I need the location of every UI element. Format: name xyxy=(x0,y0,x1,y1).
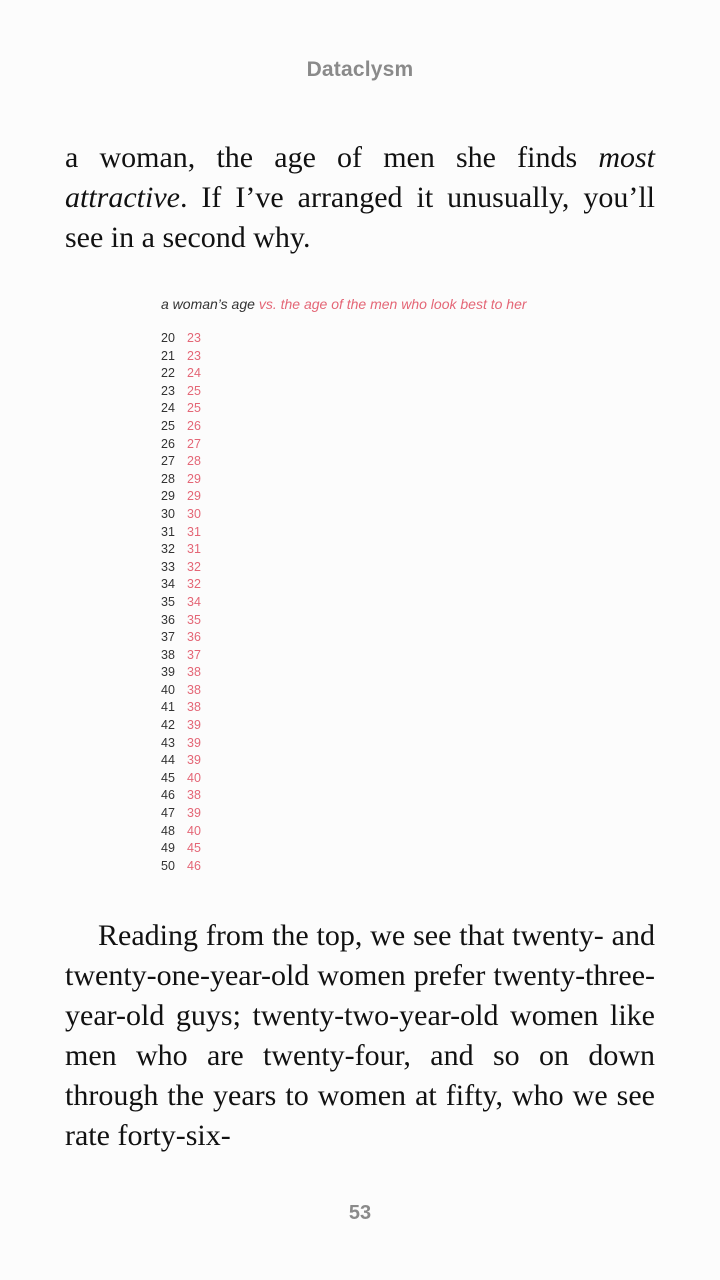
top-paragraph-italic: most attractive xyxy=(65,141,655,214)
woman-age-cell: 36 xyxy=(161,612,175,627)
table-row xyxy=(161,400,201,418)
preferred-men-age-cell: 45 xyxy=(187,841,201,856)
table-row xyxy=(161,823,201,841)
table-row xyxy=(161,647,201,665)
preferred-men-age-cell: 31 xyxy=(187,524,201,539)
woman-age-cell: 26 xyxy=(161,436,175,451)
table-row xyxy=(161,858,201,876)
woman-age-cell: 21 xyxy=(161,348,175,363)
woman-age-cell: 32 xyxy=(161,542,175,557)
preferred-men-age-cell: 37 xyxy=(187,647,201,662)
woman-age-cell: 25 xyxy=(161,418,175,433)
woman-age-cell: 20 xyxy=(161,331,175,345)
table-row xyxy=(161,735,201,753)
woman-age-cell: 38 xyxy=(161,647,175,662)
top-paragraph-text-2: . If I’ve arranged it unusually, you’ll see in a second why. xyxy=(65,181,655,254)
bottom-paragraph: Reading from the top, we see that twenty- and twenty-one-year-old women prefer twenty-three-year-old guys; twenty-two-year-old women like men who are twenty-four, and so on down through the years to women at fifty, who we see rate forty-six- xyxy=(65,919,655,1152)
table-row xyxy=(161,471,201,489)
table-row xyxy=(161,330,201,348)
table-row xyxy=(161,770,201,788)
preferred-men-age-cell: 23 xyxy=(187,331,201,345)
preferred-men-age-cell: 25 xyxy=(187,401,201,416)
woman-age-cell: 41 xyxy=(161,700,175,715)
preferred-men-age-cell: 39 xyxy=(187,753,201,768)
preferred-men-age-cell: 27 xyxy=(187,436,201,451)
woman-age-cell: 50 xyxy=(161,858,175,873)
preferred-men-age-cell: 32 xyxy=(187,577,201,592)
age-preference-table xyxy=(161,330,201,875)
preferred-men-age-cell: 30 xyxy=(187,506,201,521)
table-row xyxy=(161,682,201,700)
preferred-men-age-cell: 29 xyxy=(187,489,201,504)
book-title: Dataclysm xyxy=(306,58,414,81)
woman-age-cell: 23 xyxy=(161,383,175,398)
preferred-men-age-cell: 46 xyxy=(187,858,201,873)
preferred-men-age-cell: 39 xyxy=(187,735,201,750)
woman-age-cell: 29 xyxy=(161,489,175,504)
table-row xyxy=(161,453,201,471)
woman-age-cell: 40 xyxy=(161,682,175,697)
table-row xyxy=(161,787,201,805)
preferred-men-age-cell: 25 xyxy=(187,383,201,398)
table-row xyxy=(161,541,201,559)
table-row xyxy=(161,752,201,770)
woman-age-cell: 33 xyxy=(161,559,175,574)
figure-caption-plain: a woman’s age xyxy=(161,296,259,312)
preferred-men-age-cell: 38 xyxy=(187,665,201,680)
woman-age-cell: 39 xyxy=(161,665,175,680)
woman-age-cell: 28 xyxy=(161,471,175,486)
woman-age-cell: 45 xyxy=(161,770,175,785)
preferred-men-age-cell: 39 xyxy=(187,806,201,821)
top-paragraph xyxy=(65,138,655,258)
figure-caption xyxy=(161,296,527,312)
preferred-men-age-cell: 26 xyxy=(187,418,201,433)
table-row xyxy=(161,559,201,577)
preferred-men-age-cell: 39 xyxy=(187,718,201,733)
preferred-men-age-cell: 34 xyxy=(187,594,201,609)
woman-age-cell: 24 xyxy=(161,401,175,416)
table-row xyxy=(161,717,201,735)
woman-age-cell: 49 xyxy=(161,841,175,856)
woman-age-cell: 37 xyxy=(161,630,175,645)
table-row xyxy=(161,383,201,401)
preferred-men-age-cell: 38 xyxy=(187,788,201,803)
woman-age-cell: 22 xyxy=(161,366,175,381)
table-row xyxy=(161,506,201,524)
page-number: 53 xyxy=(348,1202,372,1224)
preferred-men-age-cell: 24 xyxy=(187,366,201,381)
preferred-men-age-cell: 38 xyxy=(187,682,201,697)
woman-age-cell: 43 xyxy=(161,735,175,750)
table-row xyxy=(161,805,201,823)
woman-age-cell: 31 xyxy=(161,524,175,539)
preferred-men-age-cell: 29 xyxy=(187,471,201,486)
preferred-men-age-cell: 36 xyxy=(187,630,201,645)
preferred-men-age-cell: 28 xyxy=(187,454,201,469)
woman-age-cell: 34 xyxy=(161,577,175,592)
woman-age-cell: 48 xyxy=(161,823,175,838)
table-row xyxy=(161,699,201,717)
figure-caption-highlight: vs. the age of the men who look best to her xyxy=(258,296,527,312)
table-row xyxy=(161,348,201,366)
table-row xyxy=(161,576,201,594)
table-row xyxy=(161,436,201,454)
preferred-men-age-cell: 35 xyxy=(187,612,201,627)
table-row xyxy=(161,612,201,630)
woman-age-cell: 42 xyxy=(161,718,175,733)
woman-age-cell: 47 xyxy=(161,806,175,821)
table-row xyxy=(161,488,201,506)
table-row xyxy=(161,365,201,383)
table-row xyxy=(161,664,201,682)
woman-age-cell: 44 xyxy=(161,753,175,768)
woman-age-cell: 35 xyxy=(161,594,175,609)
table-row xyxy=(161,418,201,436)
woman-age-cell: 27 xyxy=(161,454,175,469)
top-paragraph-text-1: a woman, the age of men she finds xyxy=(65,141,599,174)
table-row xyxy=(161,629,201,647)
table-row xyxy=(161,594,201,612)
preferred-men-age-cell: 32 xyxy=(187,559,201,574)
table-row xyxy=(161,524,201,542)
preferred-men-age-cell: 38 xyxy=(187,700,201,715)
woman-age-cell: 30 xyxy=(161,506,175,521)
table-row xyxy=(161,840,201,858)
preferred-men-age-cell: 31 xyxy=(187,542,201,557)
preferred-men-age-cell: 40 xyxy=(187,770,201,785)
preferred-men-age-cell: 23 xyxy=(187,348,201,363)
woman-age-cell: 46 xyxy=(161,788,175,803)
preferred-men-age-cell: 40 xyxy=(187,823,201,838)
